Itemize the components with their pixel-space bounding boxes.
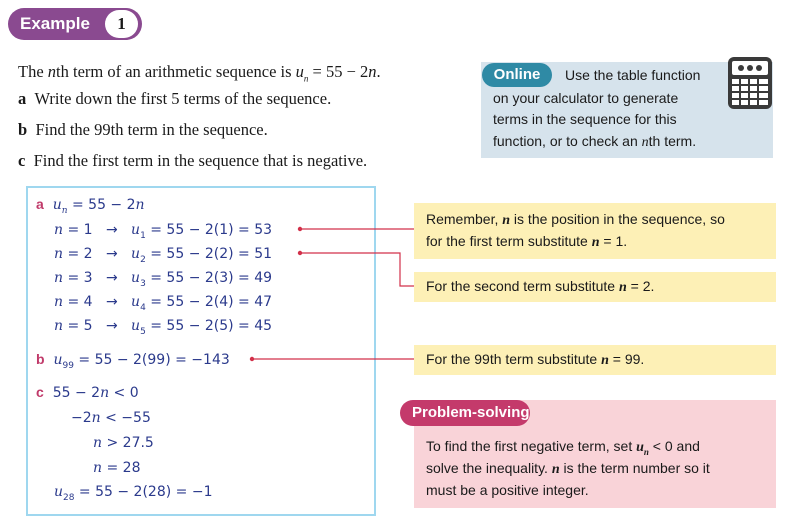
working-row-1: n = 1 → $u_1 = 55 - 2(1) = 53$	[54, 222, 273, 241]
note-first-term	[414, 203, 776, 259]
working-c-line-2: −2n < −55	[71, 410, 151, 426]
working-row-2: n = 2 → $u_2 = 55 - 2(2) = 51$	[54, 246, 273, 265]
working-c-line-4: n = 28	[93, 460, 141, 476]
online-line-3: terms in the sequence for this	[493, 111, 677, 127]
online-line-4: function, or to check an nth term.	[493, 133, 697, 150]
working-c-line-5: $u_{28} = 55 - 2(28) = -1$	[54, 484, 213, 503]
question-part-b: b Find the 99th term in the sequence.	[18, 120, 268, 139]
question-intro: The nth term of an arithmetic sequence is $u_n = 55 - 2n$.	[18, 62, 381, 84]
connector-dot-2	[298, 251, 302, 255]
working-row-4: n = 4 → $u_4 = 55 - 2(4) = 47$	[54, 294, 273, 313]
working-row-5: n = 5 → $u_5 = 55 - 2(5) = 45$	[54, 318, 273, 337]
note-first-term-line-1: Remember, n is the position in the sequence, so	[426, 211, 725, 228]
question-part-c: c Find the first term in the sequence that is negative.	[18, 151, 368, 170]
working-c-line-1: c 55 − 2n < 0	[36, 384, 139, 401]
problem-solving-label: Problem-solving	[400, 400, 530, 426]
working-c-line-3: n > 27.5	[93, 435, 154, 451]
note-second-term: For the second term substitute n = 2.	[414, 272, 776, 302]
problem-solving-line-1: To find the first negative term, set $u_n < 0$ and	[426, 438, 700, 457]
online-line-2: on your calculator to generate	[493, 90, 679, 106]
online-line-1: Use the table function	[565, 67, 701, 83]
note-first-term-line-2: for the first term substitute n = 1.	[426, 233, 628, 250]
working-a-heading: a $u_n = 55 - 2n$	[36, 196, 145, 216]
example-number: 1	[105, 10, 138, 38]
problem-solving-line-2: solve the inequality. n is the term number so it	[426, 460, 710, 477]
working-b: b $u_{99} = 55 - 2(99) = -143$	[36, 351, 230, 371]
question-part-a: a Write down the first 5 terms of the sequence.	[18, 89, 332, 108]
connector-dot-1	[298, 227, 302, 231]
online-label: Online	[482, 63, 552, 87]
problem-solving-line-3: must be a positive integer.	[426, 482, 589, 498]
example-label: Example	[20, 14, 90, 33]
note-99th-term: For the 99th term substitute n = 99.	[414, 345, 776, 375]
working-row-3: n = 3 → $u_3 = 55 - 2(3) = 49$	[54, 270, 273, 289]
connector-line-2	[300, 253, 414, 286]
connector-dot-3	[250, 357, 254, 361]
